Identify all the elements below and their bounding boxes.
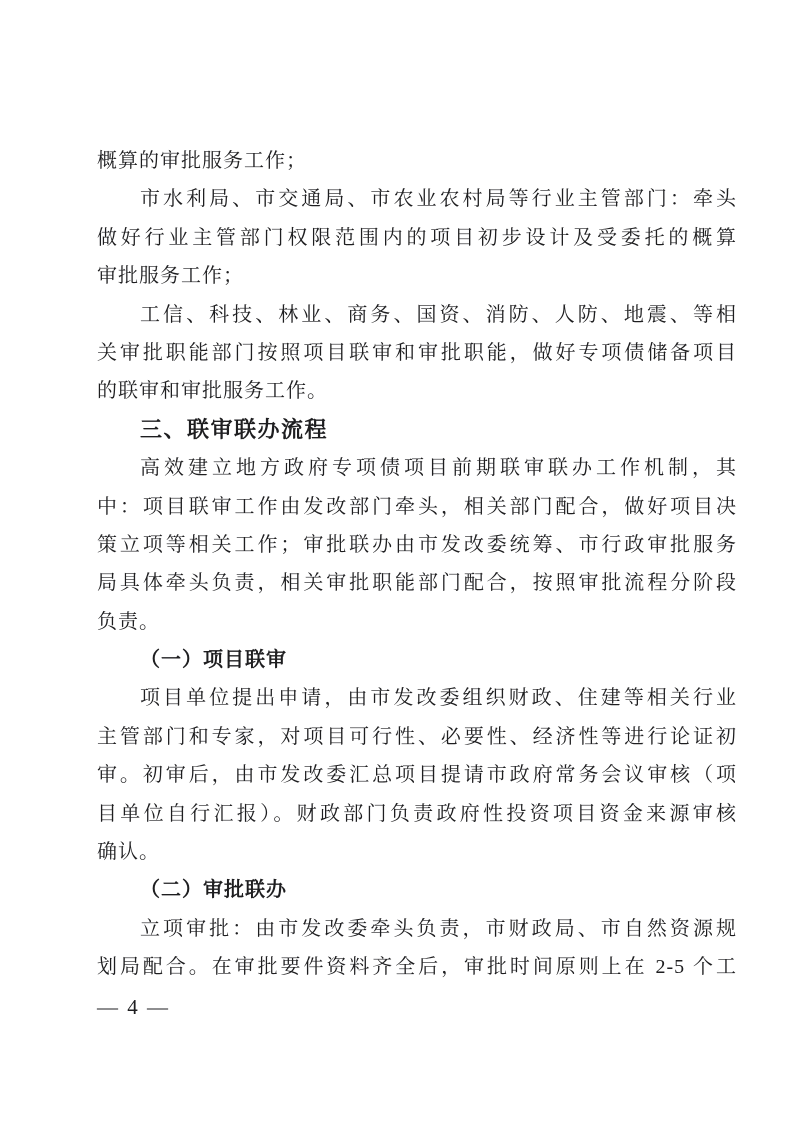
body-line: 局具体牵头负责，相关审批职能部门配合，按照审批流程分阶段 [97,572,737,595]
body-line: 的联审和审批服务工作。 [97,380,328,403]
body-line: 高效建立地方政府专项债项目前期联审联办工作机制，其 [140,457,737,480]
body-line: 策立项等相关工作；审批联办由市发改委统筹、市行政审批服务 [97,533,737,556]
subsection-heading: （二）审批联办 [140,879,287,902]
body-line: 关审批职能部门按照项目联审和审批职能，做好专项债储备项目 [97,341,737,364]
body-line: 市水利局、市交通局、市农业农村局等行业主管部门：牵头 [140,188,737,211]
section-heading: 三、联审联办流程 [140,416,329,442]
body-line: 概算的审批服务工作； [97,150,307,172]
page-number: — 4 — [97,995,170,1019]
body-line: 目单位自行汇报）。财政部门负责政府性投资项目资金来源审核 [97,802,737,825]
body-line: 主管部门和专家，对项目可行性、必要性、经济性等进行论证初 [97,725,737,748]
body-line: 确认。 [97,841,160,864]
body-line: 负责。 [97,610,160,633]
body-line: 项目单位提出申请，由市发改委组织财政、住建等相关行业 [140,687,737,710]
body-line: 立项审批：由市发改委牵头负责，市财政局、市自然资源规 [140,917,737,940]
body-line: 审批服务工作； [97,265,244,288]
body-line: 工信、科技、林业、商务、国资、消防、人防、地震、等相 [140,303,737,326]
body-line: 审。初审后，由市发改委汇总项目提请市政府常务会议审核（项 [97,764,737,787]
body-line: 做好行业主管部门权限范围内的项目初步设计及受委托的概算 [97,226,737,249]
body-line: 中：项目联审工作由发改部门牵头，相关部门配合，做好项目决 [97,495,737,518]
subsection-heading: （一）项目联审 [140,649,287,672]
document-body [97,142,737,987]
body-line: 划局配合。在审批要件资料齐全后，审批时间原则上在 2-5 个工 [97,956,737,979]
